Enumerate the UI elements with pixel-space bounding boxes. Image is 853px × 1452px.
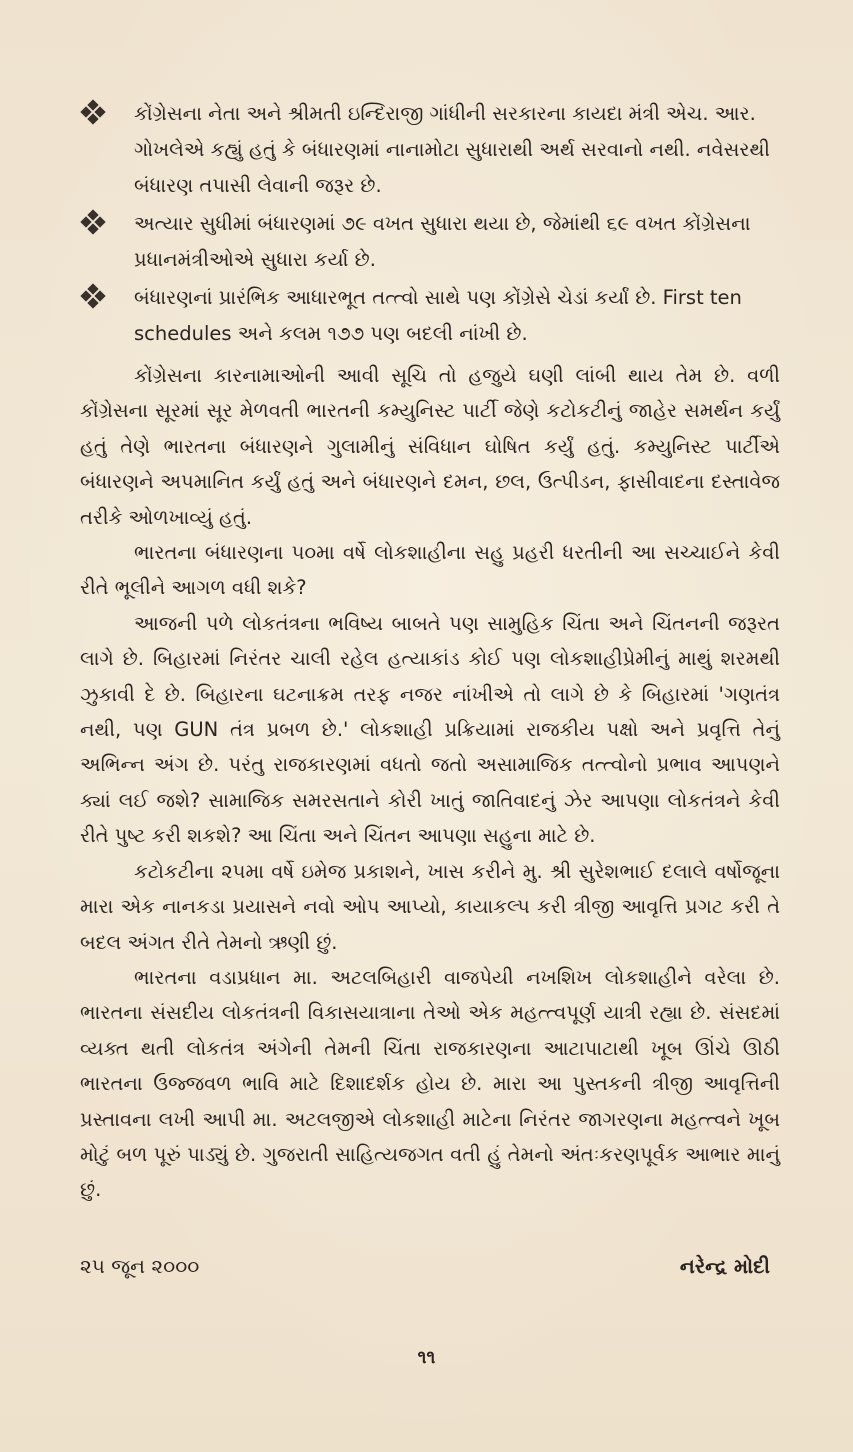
signature-date: ૨૫ જૂન ૨૦૦૦ xyxy=(80,1254,200,1278)
bullet-item xyxy=(80,206,780,278)
diamond-bullet-icon xyxy=(82,285,104,307)
paragraph: કોંગ્રેસના કારનામાઓની આવી સૂચિ તો હજુયે ઘણી લાંબી થાય તેમ છે. વળી કોંગ્રેસના સૂરમાં સૂર મેળવતી ભારતની કમ્યુનિસ્ટ પાર્ટી જેણે કટોકટીનું જાહેર સમર્થન કર્યું હતું તેણે ભારતના બંધારણને ગુલામીનું સંવિધાન ઘોષિત કર્યું હતું. કમ્યુનિસ્ટ પાર્ટીએ બંધારણને અપમાનિત કર્યું હતું અને બંધારણને દમન, છલ, ઉત્પીડન, ફાસીવાદના દસ્તાવેજ તરીકે ઓળખાવ્યું હતું. xyxy=(80,364,780,529)
paragraph: આજની પળે લોકતંત્રના ભવિષ્ય બાબતે પણ સામુહિક ચિંતા અને ચિંતનની જરૂરત લાગે છે. બિહારમાં નિરંતર ચાલી રહેલ હત્યાકાંડ કોઈ પણ લોકશાહીપ્રેમીનું માથું શરમથી ઝુકાવી દે છે. બિહારના ઘટનાક્રમ તરફ નજર નાંખીએ તો લાગે છે કે બિહારમાં 'ગણતંત્ર નથી, પણ GUN તંત્ર પ્રબળ છે.' લોકશાહી પ્રક્રિયામાં રાજકીય પક્ષો અને પ્રવૃત્તિ તેનું અભિન્ન અંગ છે. પરંતુ રાજકારણમાં વધતો જતો અસામાજિક તત્ત્વોનો પ્રભાવ આપણને ક્યાં લઈ જશે? સામાજિક સમરસતાને કોરી ખાતું જાતિવાદનું ઝેર આપણા લોકતંત્રને કેવી રીતે પુષ્ટ કરી શકશે? આ ચિંતા અને ચિંતન આપણા સહુના માટે છે. xyxy=(80,611,780,848)
diamond-bullet-icon xyxy=(82,101,104,123)
bullet-item xyxy=(80,280,780,352)
bullet-text: કોંગ્રેસના નેતા અને શ્રીમતી ઇન્દિરાજી ગાંધીની સરકારના કાયદા મંત્રી એચ. આર. ગોખલેએ કહ્યું હતું કે બંધારણમાં નાનામોટા સુધારાથી અર્થ સરવાનો નથી. નવેસરથી બંધારણ તપાસી લેવાની જરૂર છે. xyxy=(134,102,771,197)
page-number: ૧૧ xyxy=(417,1347,436,1368)
signature-author: નરેન્દ્ર મોદી xyxy=(679,1254,770,1278)
bullet-text: અત્યાર સુધીમાં બંધારણમાં ૭૯ વખત સુધારા થયા છે, જેમાંથી ૬૯ વખત કોંગ્રેસના પ્રધાનમંત્રીઓએ સુધારા કર્યા છે. xyxy=(134,212,751,271)
signature-row xyxy=(80,1254,770,1294)
paragraph: ભારતના વડાપ્રધાન મા. અટલબિહારી વાજપેયી નખશિખ લોકશાહીને વરેલા છે. ભારતના સંસદીય લોકતંત્રની વિકાસયાત્રાના તેઓ એક મહત્ત્વપૂર્ણ યાત્રી રહ્યા છે. સંસદમાં વ્યક્ત થતી લોકતંત્ર અંગેની તેમની ચિંતા રાજકારણના આટાપાટાથી ખૂબ ઊંચે ઊઠી ભારતના ઉજ્જવળ ભાવિ માટે દિશાદર્શક હોય છે. મારા આ પુસ્તકની ત્રીજી આવૃત્તિની પ્રસ્તાવના લખી આપી મા. અટલજીએ લોકશાહી માટેના નિરંતર જાગરણના મહત્ત્વને ખૂબ મોટું બળ પૂરું પાડ્યું છે. ગુજરાતી સાહિત્યજગત વતી હું તેમનો અંતઃકરણપૂર્વક આભાર માનું છું. xyxy=(80,965,780,1202)
bullet-list xyxy=(80,96,780,354)
paragraph: કટોકટીના ૨૫મા વર્ષે ઇમેજ પ્રકાશને, ખાસ કરીને મુ. શ્રી સુરેશભાઈ દલાલે વર્ષોજૂના મારા એક નાનકડા પ્રયાસને નવો ઓપ આપ્યો, કાયાકલ્પ કરી ત્રીજી આવૃત્તિ પ્રગટ કરી તે બદલ અંગત રીતે તેમનો ઋણી છું. xyxy=(80,859,780,954)
paragraph: ભારતના બંધારણના ૫૦મા વર્ષે લોકશાહીના સહુ પ્રહરી ધરતીની આ સચ્ચાઈને કેવી રીતે ભૂલીને આગળ વધી શકે? xyxy=(80,541,780,600)
bullet-text: બંધારણનાં પ્રારંભિક આધારભૂત તત્ત્વો સાથે પણ કોંગ્રેસે ચેડાં કર્યાં છે. First ten schedules અને કલમ ૧૭૭ પણ બદલી નાંખી છે. xyxy=(134,286,742,345)
body-text xyxy=(80,358,780,1208)
diamond-bullet-icon xyxy=(82,211,104,233)
bullet-item xyxy=(80,96,780,204)
